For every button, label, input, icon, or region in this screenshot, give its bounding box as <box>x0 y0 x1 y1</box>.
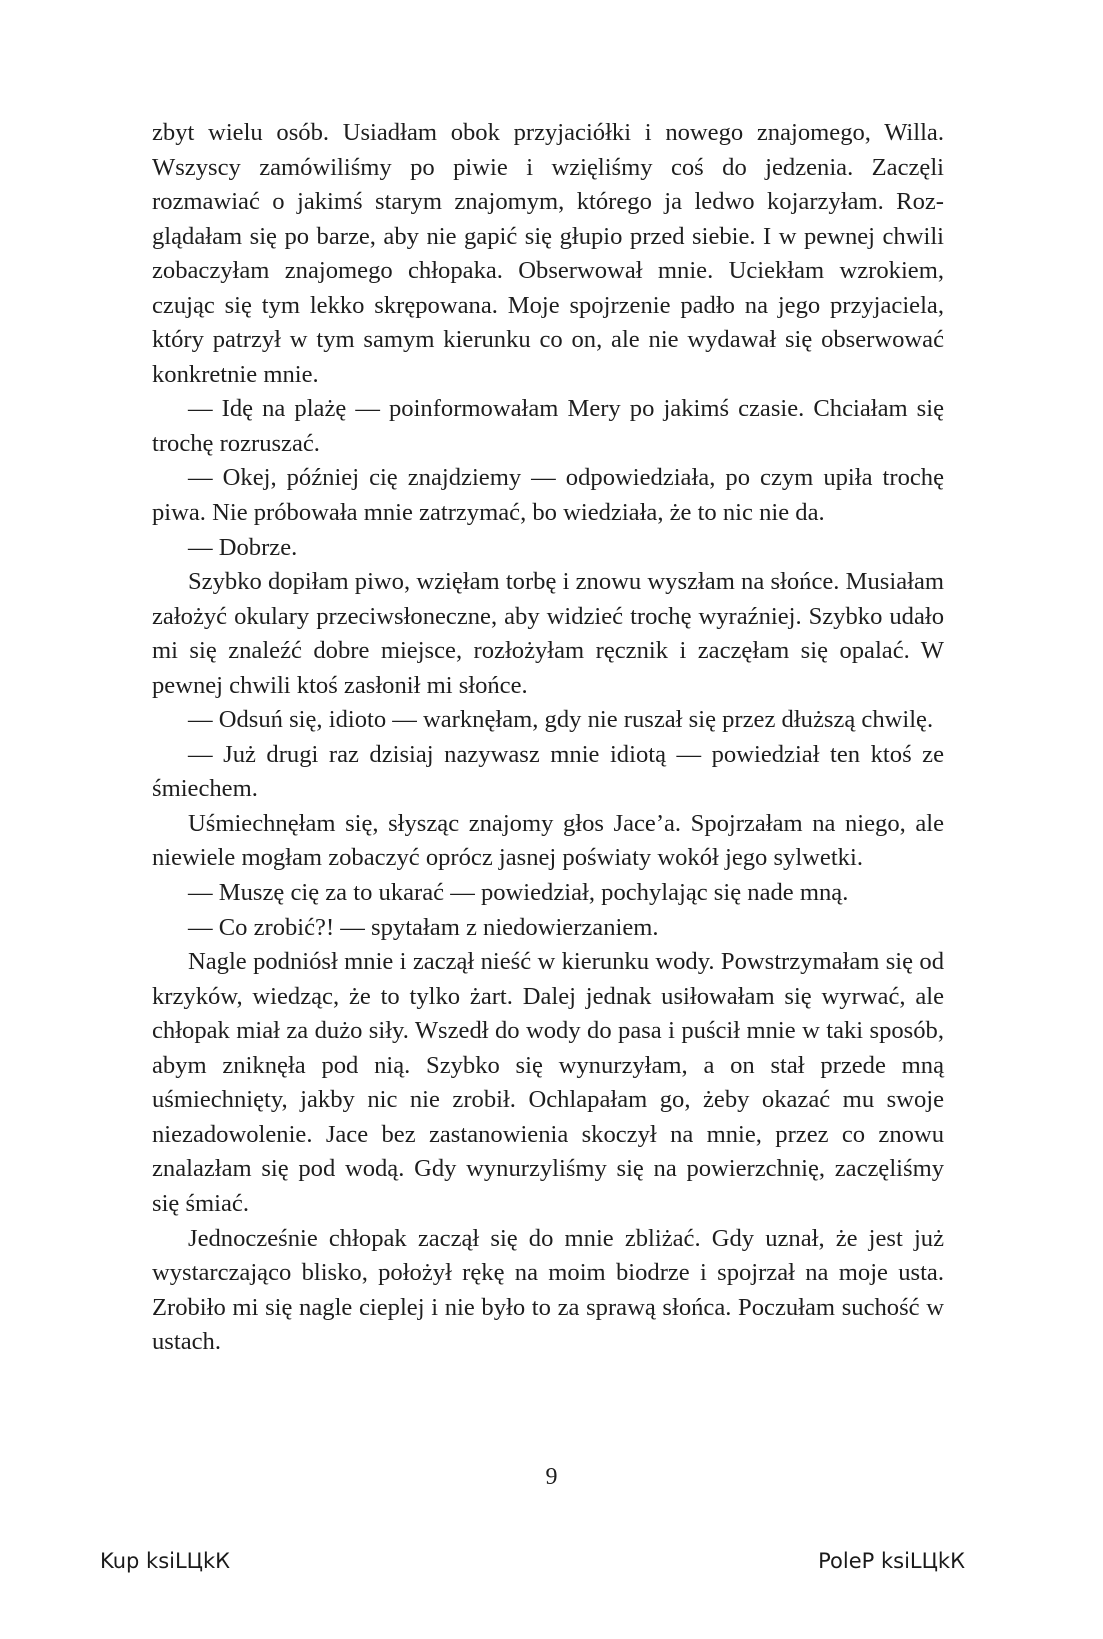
book-text <box>152 116 944 1360</box>
paragraph-9: — Muszę cię za to ukarać — powiedział, pochylając się nade mną. <box>188 879 849 907</box>
buy-book-link[interactable]: Kup ksiLЦkК <box>100 1549 231 1573</box>
page-number: 9 <box>545 1464 558 1490</box>
paragraph-7: — Już drugi raz dzisiaj nazywasz mnie idiotą — powiedział ten ktoś ze śmiechem. <box>152 740 944 803</box>
paragraph-2: — Idę na plażę — poinformowałam Mery po jakimś czasie. Chciałam się trochę rozruszać. <box>152 395 944 457</box>
paragraph-3: — Okej, później cię znajdziemy — odpowiedziała, po czym upiła trochę piwa. Nie próbowała mnie zatrzymać, bo wiedziała, że to nic nie da. <box>152 464 944 527</box>
recommend-book-link[interactable]: PoleP ksiLЦkК <box>818 1549 965 1573</box>
paragraph-5: Szybko dopiłam piwo, wzięłam torbę i znowu wyszłam na słońce. Musiałam założyć okulary przeciwsłoneczne, aby widzieć trochę wyraźniej. Szybko udało mi się znaleźć dobre miejsce, rozłożyłam ręcznik i zaczęłam się opalać. W pewnej chwili ktoś zasłonił mi słońce. <box>152 568 944 699</box>
paragraph-11: Nagle podniósł mnie i zaczął nieść w kierunku wody. Powstrzymałam się od krzyków, wiedząc, że to tylko żart. Dalej jednak usiłowałam się wyrwać, ale chłopak miał za dużo siły. Wszedł do wody do pasa i puścił mnie w taki sposób, abym zniknęła pod nią. Szybko się wynurzyłam, a on stał przede mną uśmiechnięty, jakby nic nie zrobił. Ochlapałam go, żeby okazać mu swoje niezadowolenie. Jace bez zastanowienia skoczył na mnie, przez co znowu znalazłam się pod wodą. Gdy wynurzyliśmy się na powierzchnię, zaczęliśmy się śmiać. <box>152 948 944 1217</box>
paragraph-4: — Dobrze. <box>188 533 298 561</box>
paragraph-12: Jednocześnie chłopak zaczął się do mnie zbliżać. Gdy uznał, że jest już wystarczająco blisko, położył rękę na moim biodrze i spojrzał na moje usta. Zrobiło mi się nagle cieplej i nie było to za sprawą słońca. Poczułam suchość w ustach. <box>152 1224 944 1356</box>
paragraph-8: Uśmiechnęłam się, słysząc znajomy głos Jace’a. Spojrzałam na niego, ale niewiele mogłam zobaczyć oprócz jasnej poświaty wokół jego sylwetki. <box>152 809 944 872</box>
paragraph-1: zbyt wielu osób. Usiadłam obok przyjaciółki i nowego znajomego, Willa. Wszyscy zamówiliśmy po piwie i wzięliśmy coś do jedzenia. Zaczęli rozmawiać o jakimś starym znajomym, którego ja ledwo kojarzyłam. Rozglądałam się po barze, aby nie gapić się głupio przed siebie. I w pewnej chwili zobaczyłam znajomego chłopaka. Obserwował mnie. Uciekłam wzrokiem, czując się tym lekko skrępowana. Moje spojrzenie padło na jego przyjaciela, który patrzył w tym samym kierunku co on, ale nie wydawał się obserwować konkretnie mnie. <box>152 119 944 388</box>
paragraph-6: — Odsuń się, idioto — warknęłam, gdy nie ruszał się przez dłuższą chwilę. <box>188 706 934 734</box>
paragraph-10: — Co zrobić?! — spytałam z niedowierzaniem. <box>188 913 659 941</box>
